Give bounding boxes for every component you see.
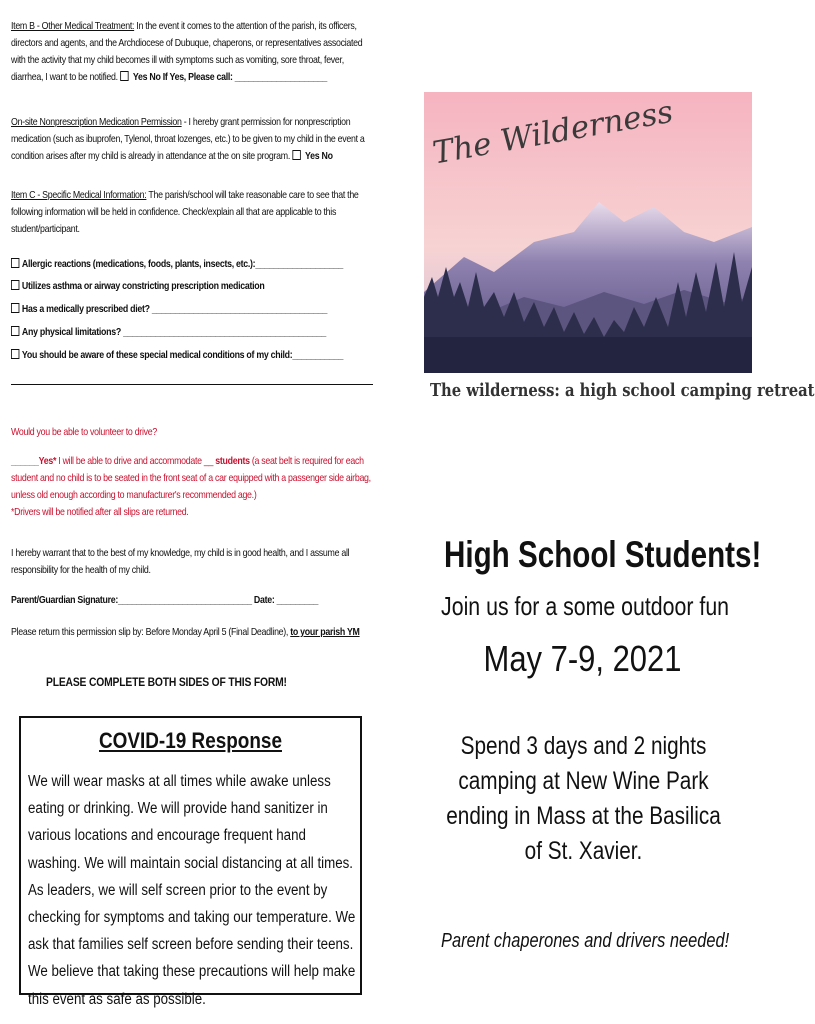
poster-caption: The wilderness: a high school camping retreat	[430, 380, 815, 401]
yes-checkbox[interactable]	[120, 71, 128, 81]
join-line: Join us for a some outdoor fun	[441, 591, 730, 621]
complete-notice: PLEASE COMPLETE BOTH SIDES OF THIS FORM!	[46, 675, 287, 689]
checkbox[interactable]	[11, 349, 19, 359]
volunteer-yes: ______Yes*	[11, 455, 57, 467]
checklist-item-asthma[interactable]	[11, 280, 377, 292]
headline: High School Students!	[444, 534, 762, 575]
checkbox[interactable]	[11, 326, 19, 336]
checklist-label: Has a medically prescribed diet? ______________________________________	[21, 303, 328, 315]
checklist-item-allergies[interactable]	[11, 258, 377, 270]
onsite-paragraph	[11, 114, 377, 165]
volunteer-text2: (a seat belt is required for each student and no child is to be seated in the front seat of a car equipped with a passenger side airbag, unless old enough according to manufacturer's recommended age.)	[11, 455, 371, 501]
chaperones-needed: Parent chaperones and drivers needed!	[441, 930, 730, 952]
item-c-label: Item C - Specific Medical Information:	[11, 189, 147, 201]
onsite-label: On-site Nonprescription Medication Permission	[11, 116, 182, 128]
volunteer-paragraph	[11, 453, 377, 521]
checkbox[interactable]	[11, 303, 19, 313]
checklist-label: Allergic reactions (medications, foods, plants, insects, etc.):___________________	[21, 258, 343, 270]
checklist-label: Utilizes asthma or airway constricting prescription medication	[21, 280, 265, 292]
drivers-note: *Drivers will be notified after all slips are returned.	[11, 506, 189, 518]
item-b-text: In the event it comes to the attention of the parish, its officers, directors and agents, and the Archdiocese of Dubuque, chaperons, or representatives associated with the activity that my child becomes ill with symptoms such as vomiting, sore throat, fever, diarrhea, I want to be notified.	[11, 20, 363, 83]
covid-box	[19, 716, 362, 1008]
volunteer-question: Would you be able to volunteer to drive?	[11, 426, 157, 438]
event-description: Spend 3 days and 2 nights camping at New Wine Park ending in Mass at the Basilica of St. Xavier.	[446, 732, 721, 865]
item-b-options: Yes No If Yes, Please call: ____________________	[130, 71, 328, 83]
item-b-paragraph	[11, 18, 377, 86]
signature-line[interactable]: Parent/Guardian Signature:_____________________________ Date: _________	[11, 594, 319, 606]
checklist-item-diet[interactable]	[11, 303, 377, 315]
volunteer-students: students	[215, 455, 250, 467]
return-paragraph	[11, 624, 377, 641]
item-c-paragraph	[11, 187, 377, 238]
checkbox[interactable]	[11, 258, 19, 268]
return-text: Please return this permission slip by: Before Monday April 5 (Final Deadline),	[11, 626, 289, 638]
onsite-yes-checkbox[interactable]	[292, 150, 300, 160]
onsite-options: Yes No	[303, 150, 333, 162]
covid-body: We will wear masks at all times while awake unless eating or drinking. We will provide hand sanitizer in various locations and encourage frequent hand washing. We will maintain social distancing at all times. As leaders, we will self screen prior to the event by checking for symptoms and taking our temperature. We ask that families self screen before sending their teens. We believe that taking these precautions will help make this event as safe as possible.	[28, 773, 356, 1008]
checkbox[interactable]	[11, 280, 19, 290]
item-b-label: Item B - Other Medical Treatment:	[11, 20, 135, 32]
warrant-text: I hereby warrant that to the best of my knowledge, my child is in good health, and I assume all responsibility for the health of my child.	[11, 547, 350, 576]
return-link: to your parish YM	[290, 626, 360, 638]
checklist-label: You should be aware of these special medical conditions of my child:___________	[21, 349, 344, 361]
item-c-text: The parish/school will take reasonable care to see that the following information will be held in confidence. Check/explain all that are applicable to this student/participant.	[11, 189, 359, 235]
checklist-label: Any physical limitations? ____________________________________________	[21, 326, 326, 338]
volunteer-text1: I will be able to drive and accommodate __	[56, 455, 214, 467]
answer-line[interactable]	[11, 384, 373, 385]
poster-title: The Wilderness	[430, 93, 676, 172]
onsite-text: - I hereby grant permission for nonprescription medication (such as ibuprofen, Tylenol, throat lozenges, etc.) to be given to my child in the event a condition arises after my child is already in attendance at the on site program.	[11, 116, 365, 162]
event-date: May 7-9, 2021	[483, 638, 682, 679]
covid-title: COVID-19 Response	[99, 728, 282, 753]
checklist-item-conditions[interactable]	[11, 349, 377, 361]
checklist-item-physical[interactable]	[11, 326, 377, 338]
